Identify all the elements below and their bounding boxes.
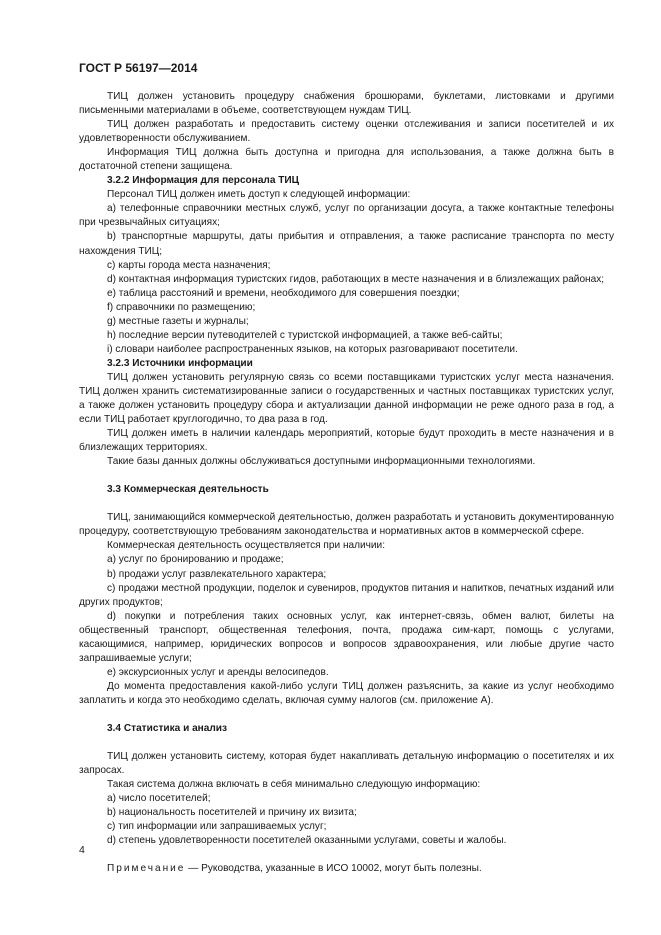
list-item: a) телефонные справочники местных служб, услуг по организации досуга, а также контактные телефоны при чрезвычайных ситуациях; <box>79 203 614 229</box>
paragraph: ТИЦ должен разработать и предоставить систему оценки отслеживания и записи посетителей и их удовлетворенности обслуживанием. <box>79 119 614 145</box>
list-item: f) справочники по размещению; <box>107 301 256 313</box>
note-dash: — <box>185 863 202 875</box>
list-item: a) услуг по бронированию и продаже; <box>107 554 284 566</box>
list-item: c) карты города места назначения; <box>107 259 271 271</box>
note-text: Руководства, указанные в ИСО 10002, могут быть полезны. <box>201 863 482 875</box>
list-item: e) таблица расстояний и времени, необходимого для совершения поездки; <box>107 287 460 299</box>
list-item: e) экскурсионных услуг и аренды велосипедов. <box>107 666 329 678</box>
page-number: 4 <box>79 844 85 856</box>
paragraph: ТИЦ должен установить регулярную связь со всеми поставщиками туристских услуг места назначения. ТИЦ должен хранить систематизированные записи о государственных и частных поставщиках туристских услуг, а также должен установить процедуру сбора и актуализации данной информации не реже одного раза в год, а если ТИЦ работает круглогодично, то два раза в год. <box>79 371 614 426</box>
list-item: b) транспортные маршруты, даты прибытия и отправления, а также расписание транспорта по месту нахождения ТИЦ; <box>79 231 614 257</box>
paragraph: ТИЦ должен установить систему, которая будет накапливать детальную информацию о посетителях и их запросах. <box>79 751 614 777</box>
list-item: c) продажи местной продукции, поделок и сувениров, продуктов питания и напитков, печатных изданий или других продуктов; <box>79 582 614 608</box>
paragraph: Персонал ТИЦ должен иметь доступ к следующей информации: <box>107 189 411 201</box>
list-item: b) продажи услуг развлекательного характера; <box>107 568 327 580</box>
paragraph: ТИЦ должен установить процедуру снабжения брошюрами, буклетами, листовками и другими письменными материалами в объеме, соответствующем нуждам ТИЦ. <box>79 91 614 117</box>
section-heading-3-3: 3.3 Коммерческая деятельность <box>107 484 269 496</box>
section-heading-3-4: 3.4 Статистика и анализ <box>107 722 228 734</box>
list-item: a) число посетителей; <box>107 793 211 805</box>
paragraph: Такие базы данных должны обслуживаться доступными информационными технологиями. <box>107 456 536 468</box>
paragraph: Коммерческая деятельность осуществляется при наличии: <box>107 540 385 552</box>
note <box>79 862 614 876</box>
paragraph: Такая система должна включать в себя минимально следующую информацию: <box>107 779 481 791</box>
list-item: g) местные газеты и журналы; <box>107 315 249 327</box>
list-item: d) степень удовлетворенности посетителей оказанными услугами, советы и жалобы. <box>107 835 507 847</box>
note-label: Примечание <box>107 863 186 875</box>
list-item: d) покупки и потребления таких основных услуг, как интернет-связь, обмен валют, билеты на общественный транспорт, общественная телефония, почта, продажа сим-карт, помощь с услугами, касающимися, например, юридических вопросов и вопросов здравоохранения, или любые другие часто запрашиваемые услуги; <box>79 610 614 664</box>
section-heading-3-2-3: 3.2.3 Источники информации <box>107 357 253 369</box>
paragraph: Информация ТИЦ должна быть доступна и пригодна для использования, а также должна быть в достаточной степени защищена. <box>79 147 614 173</box>
paragraph: До момента предоставления какой-либо услуги ТИЦ должен разъяснить, за какие из услуг необходимо заплатить и когда это необходимо сделать, включая сумму налогов (см. приложение А). <box>79 680 614 706</box>
section-heading-3-2-2: 3.2.2 Информация для персонала ТИЦ <box>107 175 300 187</box>
standard-designation: ГОСТ Р 56197—2014 <box>79 61 198 75</box>
list-item: h) последние версии путеводителей с туристской информацией, а также веб-сайты; <box>107 329 503 341</box>
list-item: d) контактная информация туристских гидов, работающих в месте назначения и в близлежащих районах; <box>107 273 605 285</box>
paragraph: ТИЦ, занимающийся коммерческой деятельностью, должен разработать и установить документированную процедуру, соответствующую требованиям законодательства и нормативных актов в коммерческой сфере. <box>79 512 614 538</box>
list-item: b) национальность посетителей и причину их визита; <box>107 807 357 819</box>
paragraph: ТИЦ должен иметь в наличии календарь мероприятий, которые будут проходить в месте назначения и в близлежащих территориях. <box>79 428 614 454</box>
page-body <box>79 90 614 876</box>
list-item: c) тип информации или запрашиваемых услуг; <box>107 821 327 833</box>
list-item: i) словари наиболее распространенных языков, на которых разговаривают посетители. <box>107 343 518 355</box>
